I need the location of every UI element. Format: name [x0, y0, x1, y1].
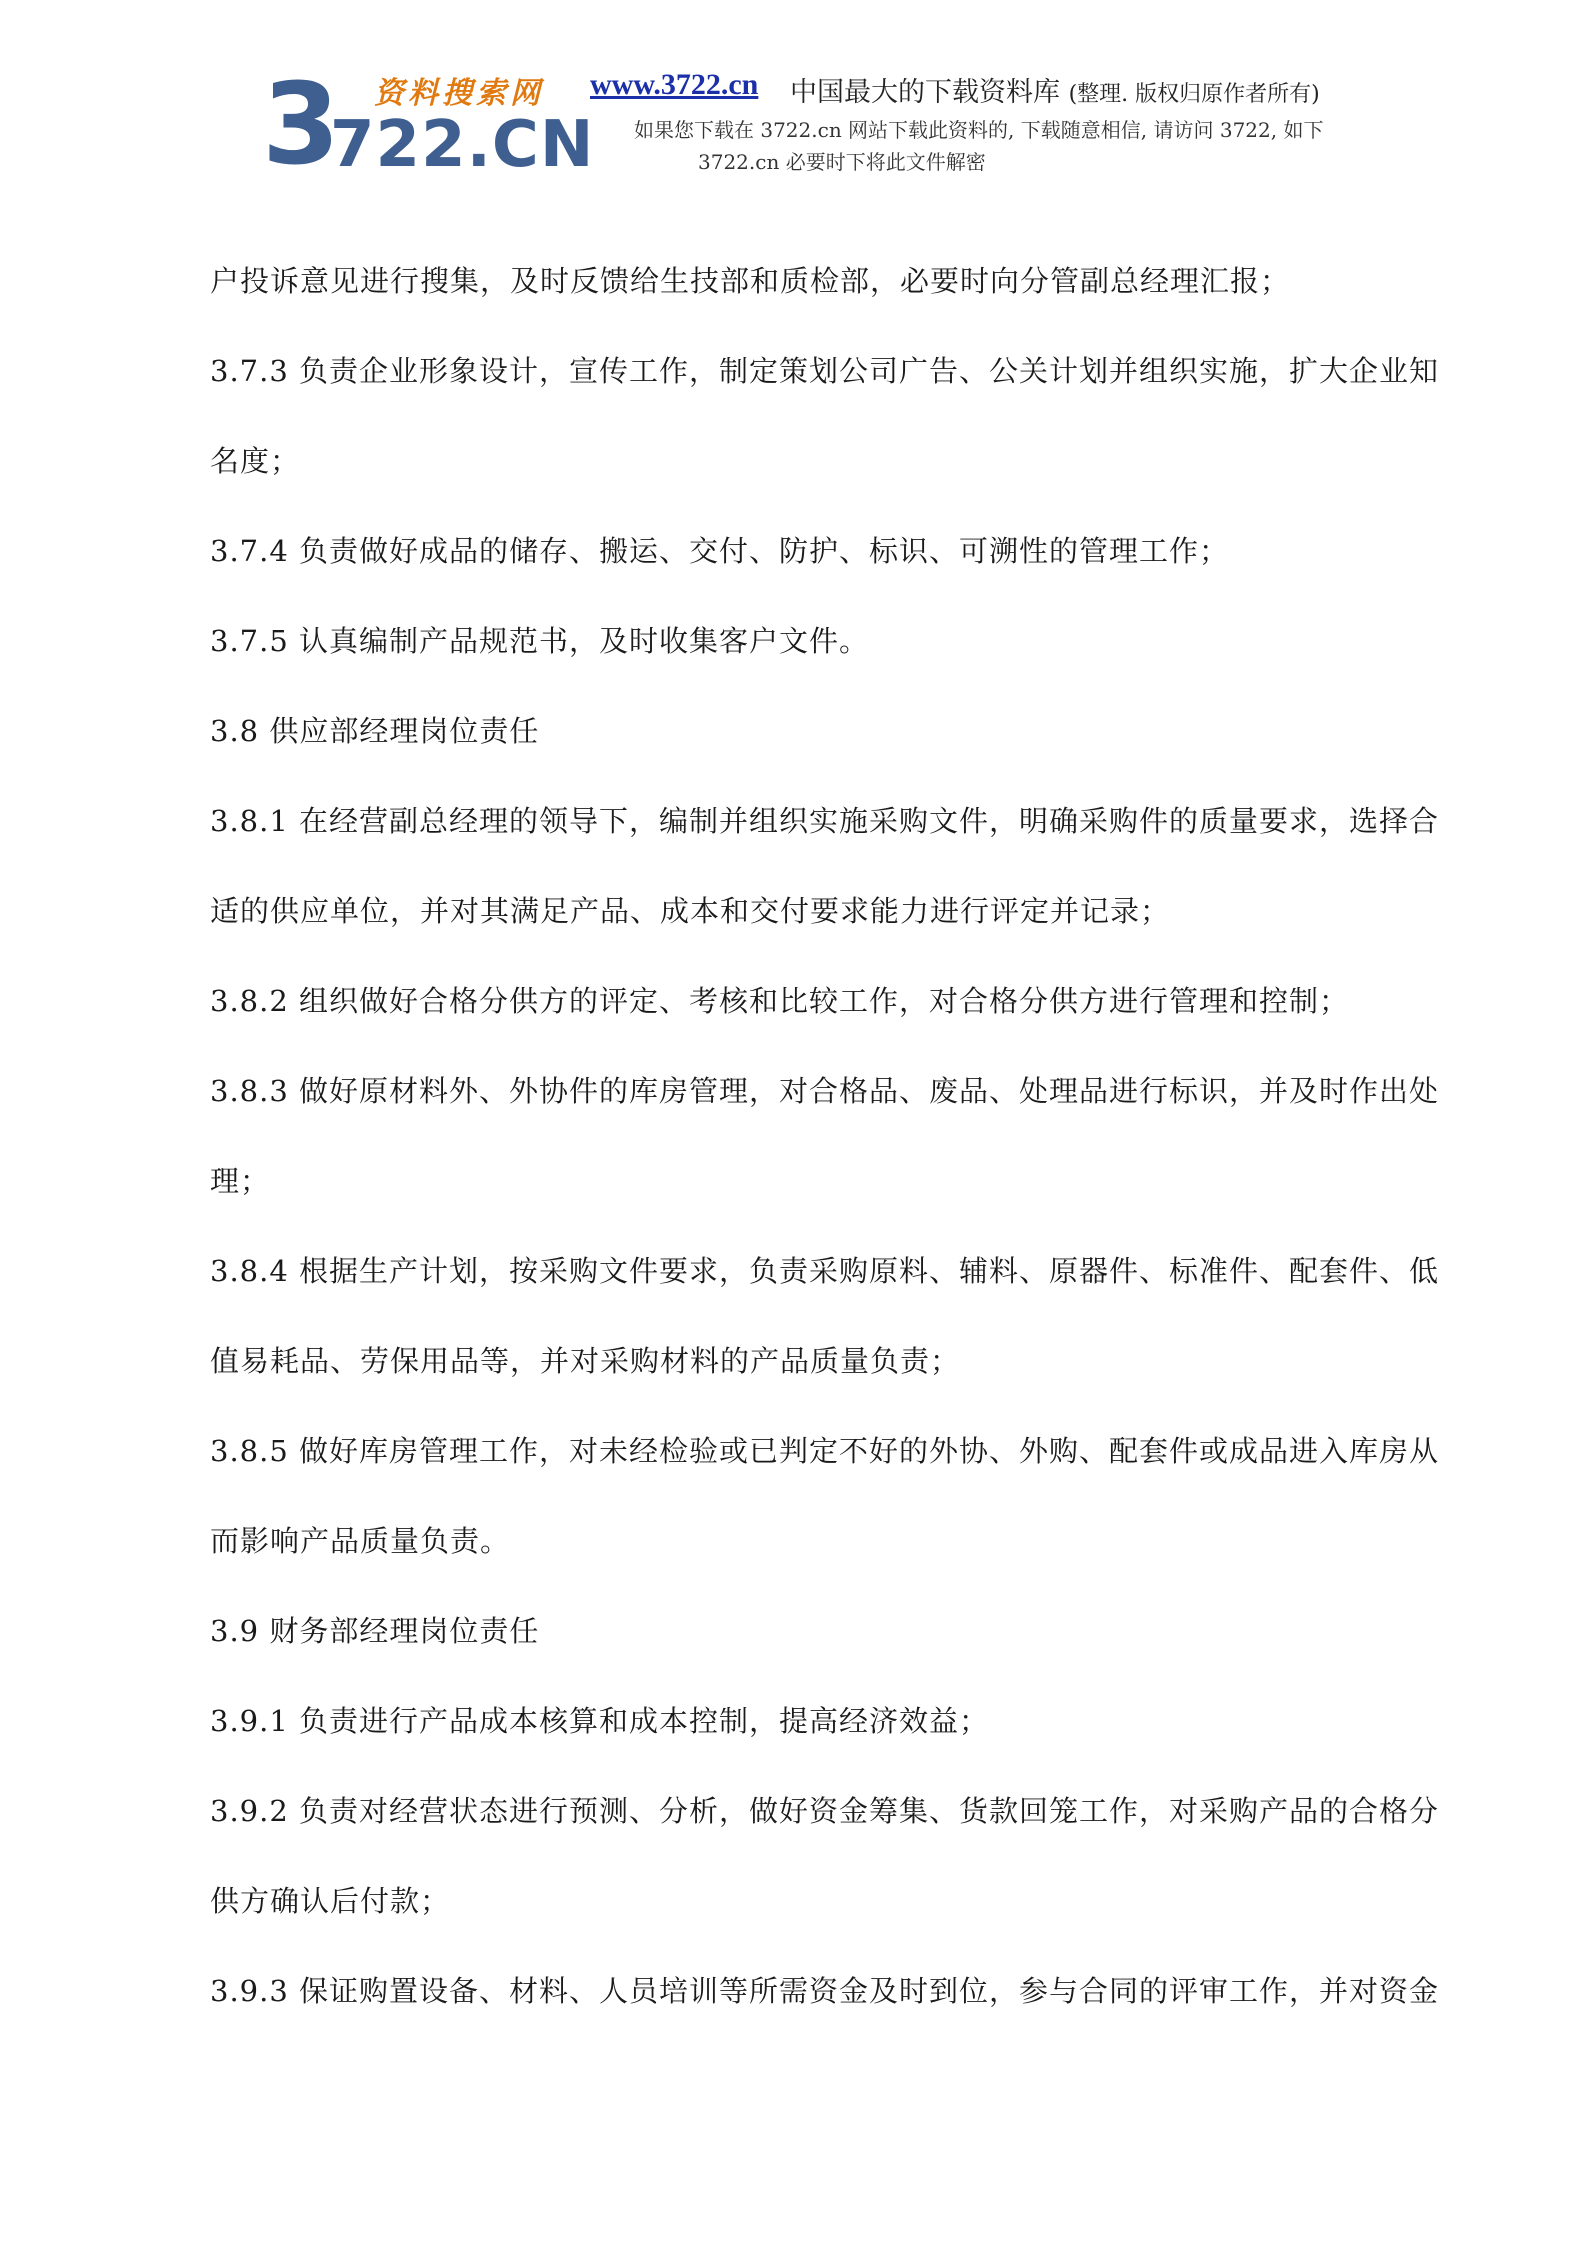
body-line: 3.7.4 负责做好成品的储存、搬运、交付、防护、标识、可溯性的管理工作； [210, 534, 1230, 568]
header-slogan [790, 70, 1320, 109]
body-line: 值易耗品、劳保用品等，并对采购材料的产品质量负责； [210, 1344, 961, 1378]
header-banner [262, 62, 1462, 192]
section-heading: 3.8 供应部经理岗位责任 [210, 714, 540, 748]
header-note-line-1: 如果您下载在 3722.cn 网站下载此资料的, 下载随意相信, 请访问 3722, 如下 [634, 118, 1324, 142]
section-heading: 3.9 财务部经理岗位责任 [210, 1614, 540, 1648]
body-line: 3.9.2 负责对经营状态进行预测、分析，做好资金筹集、货款回笼工作，对采购产品的合格分 [210, 1794, 1440, 1828]
body-line: 3.9.1 负责进行产品成本核算和成本控制，提高经济效益； [210, 1704, 990, 1738]
body-line: 3.8.5 做好库房管理工作，对未经检验或已判定不好的外协、外购、配套件或成品进入库房从 [210, 1434, 1440, 1468]
body-line: 理； [210, 1164, 271, 1198]
site-logo[interactable] [262, 60, 595, 190]
site-url-link[interactable]: www.3722.cn [590, 68, 759, 101]
slogan-text: 中国最大的下载资料库 [790, 77, 1060, 108]
body-line: 3.8.1 在经营副总经理的领导下，编制并组织实施采购文件，明确采购件的质量要求，选择合 [210, 804, 1440, 838]
body-line: 3.8.4 根据生产计划，按采购文件要求，负责采购原料、辅料、原器件、标准件、配套件、低 [210, 1254, 1440, 1288]
body-line: 3.9.3 保证购置设备、材料、人员培训等所需资金及时到位，参与合同的评审工作，并对资金 [210, 1974, 1440, 2008]
logo-tagline: 资料搜索网 [374, 76, 544, 111]
logo-domain: 722.CN [330, 108, 595, 182]
body-line: 而影响产品质量负责。 [210, 1524, 511, 1558]
body-line: 3.7.3 负责企业形象设计，宣传工作，制定策划公司广告、公关计划并组织实施，扩大企业知 [210, 354, 1440, 388]
body-line: 3.8.2 组织做好合格分供方的评定、考核和比较工作，对合格分供方进行管理和控制； [210, 984, 1350, 1018]
body-line: 名度； [210, 444, 301, 478]
body-line: 适的供应单位，并对其满足产品、成本和交付要求能力进行评定并记录； [210, 894, 1171, 928]
body-line: 户投诉意见进行搜集，及时反馈给生技部和质检部，必要时向分管副总经理汇报； [210, 264, 1291, 298]
body-line: 3.8.3 做好原材料外、外协件的库房管理，对合格品、废品、处理品进行标识，并及时作出处 [210, 1074, 1440, 1108]
document-body [210, 236, 1510, 2036]
body-line: 供方确认后付款； [210, 1884, 451, 1918]
slogan-note: (整理. 版权归原作者所有) [1068, 82, 1320, 107]
header-note-line-2: 3722.cn 必要时下将此文件解密 [698, 150, 986, 174]
logo-number: 3 [262, 60, 338, 190]
body-line: 3.7.5 认真编制产品规范书，及时收集客户文件。 [210, 624, 870, 658]
